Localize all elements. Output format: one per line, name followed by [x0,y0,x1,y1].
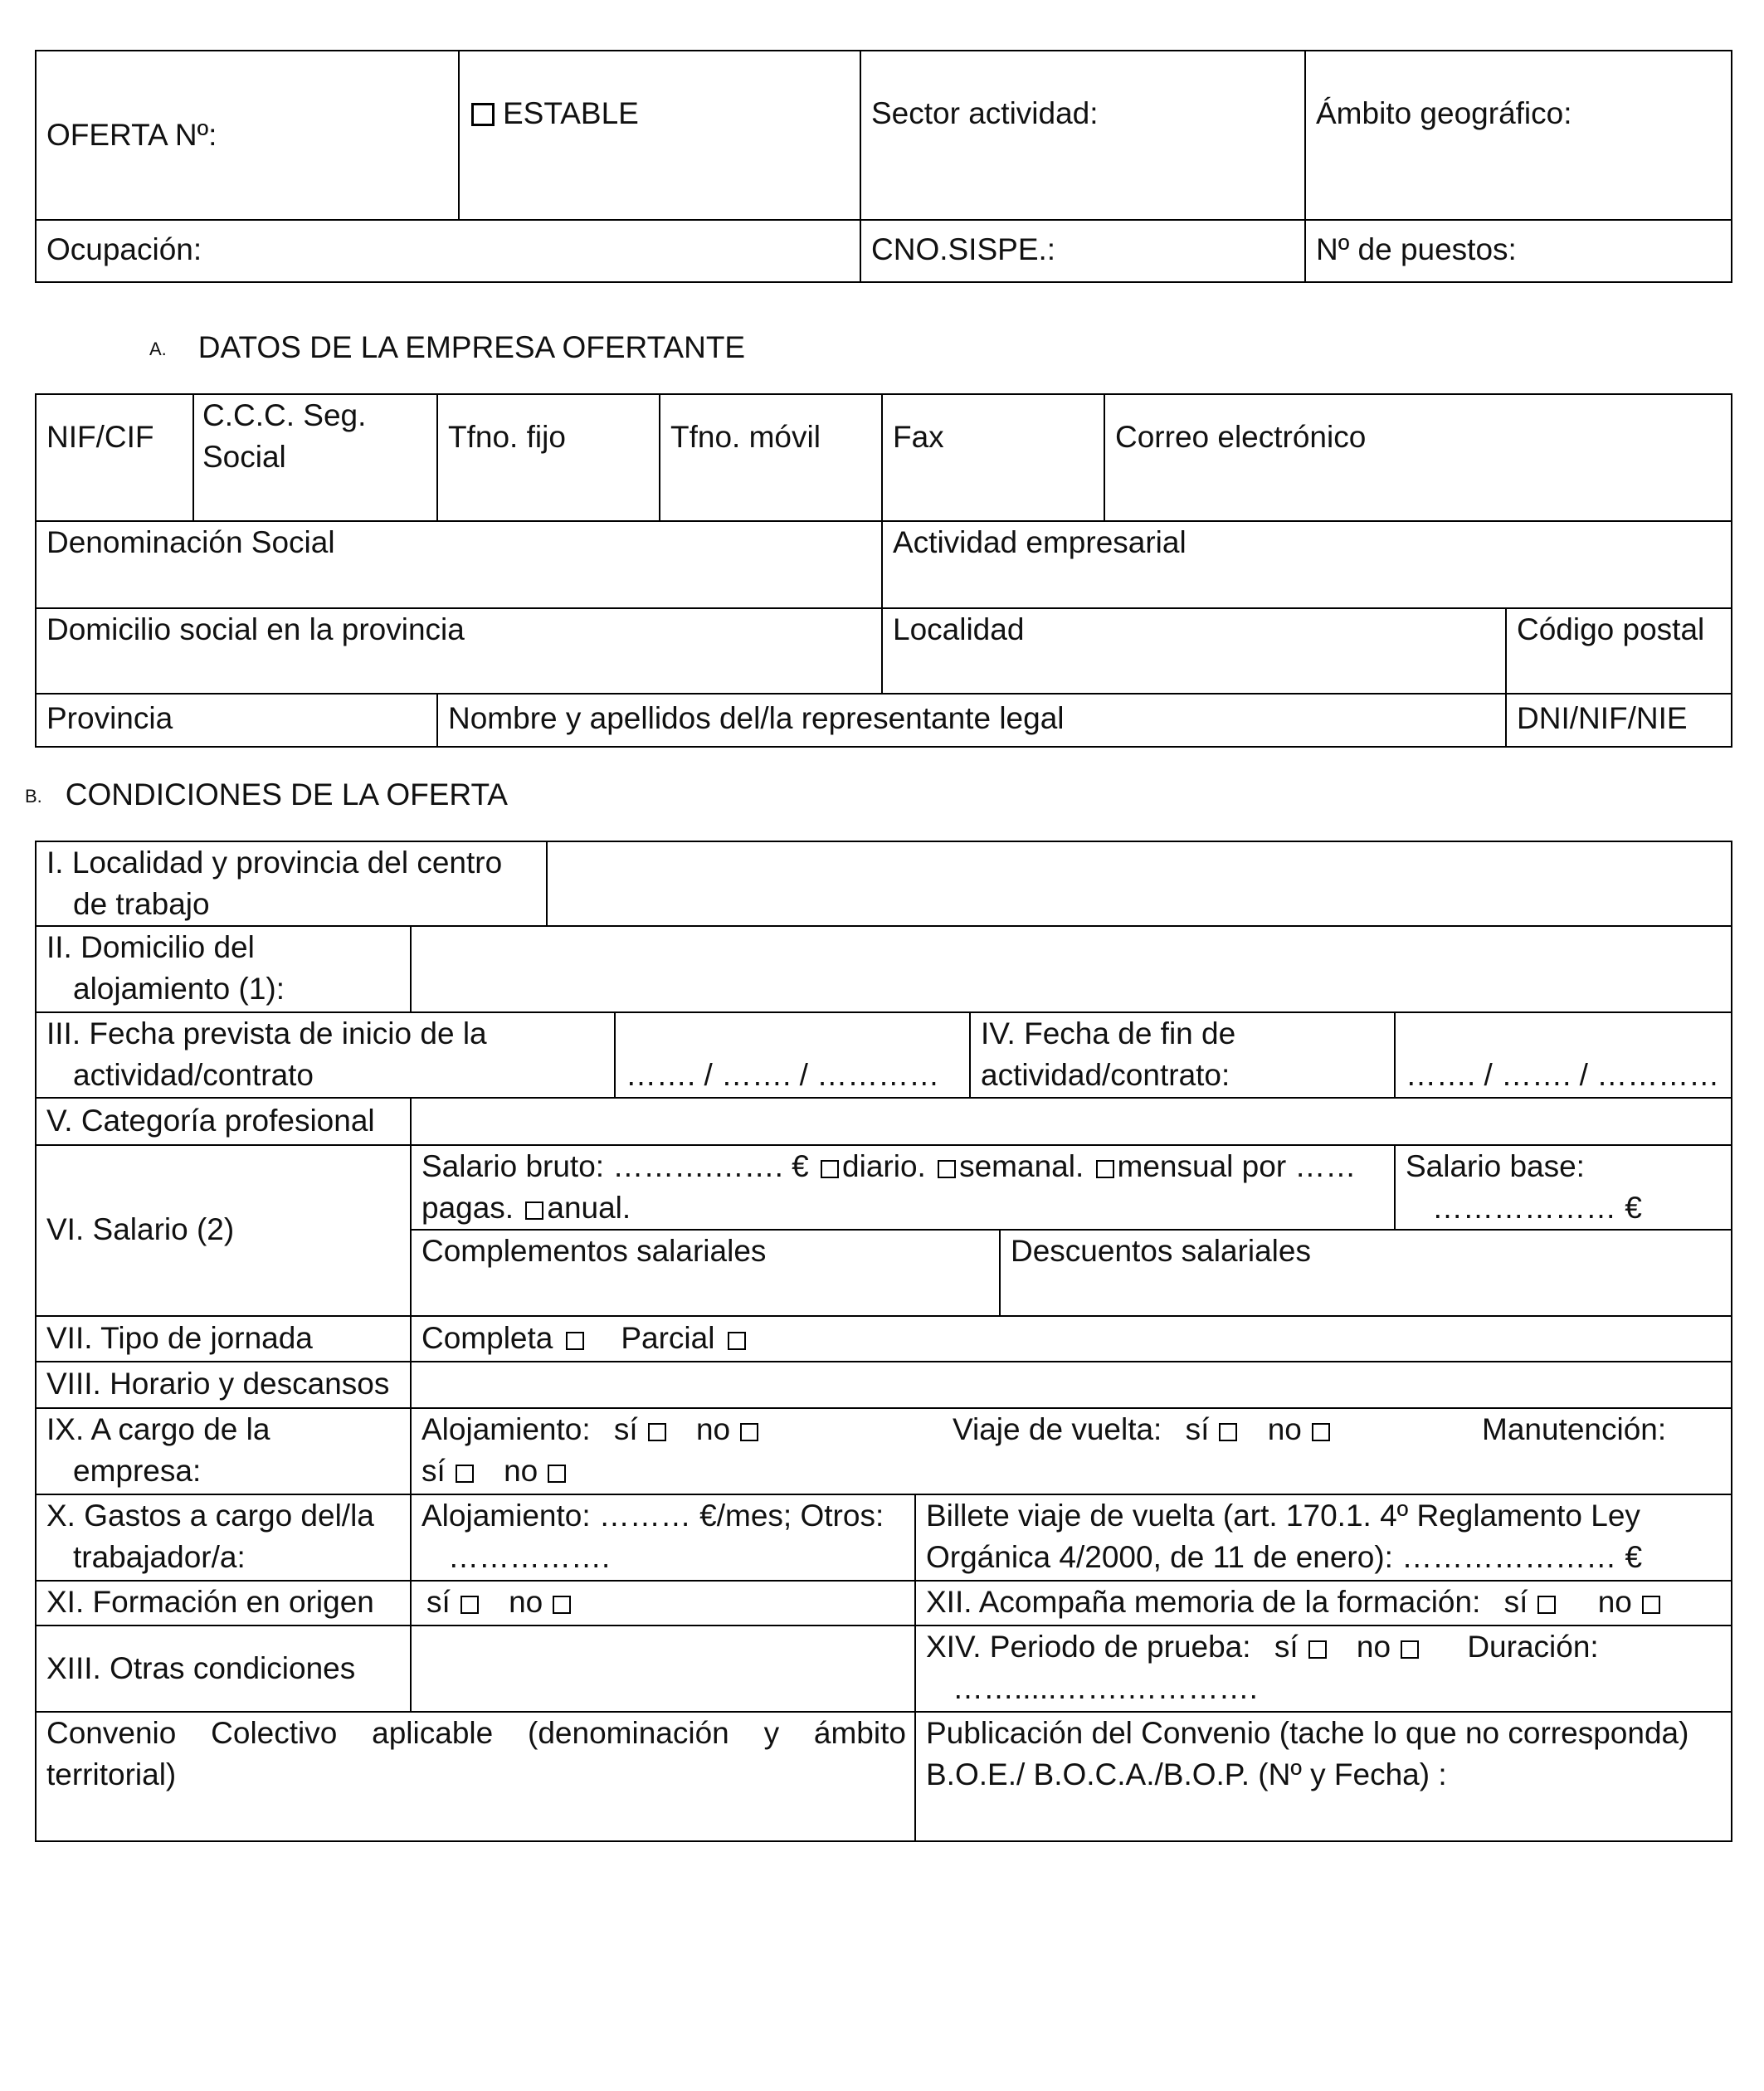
offer-number-field[interactable] [37,51,456,217]
accommodation-no-checkbox[interactable] [740,1423,758,1441]
ccc-field[interactable] [194,395,435,519]
salary-supplements-label: Complementos salariales [422,1234,767,1268]
return-ticket-line1: Billete viaje de vuelta (art. 170.1. 4º Reglamento Ley [926,1499,1640,1533]
trial-period-label: XIV. Periodo de prueba: [926,1630,1251,1664]
phone-mobile-label: Tfno. móvil [670,420,821,454]
stable-option-wrap [471,93,639,134]
phone-fixed-field[interactable] [438,395,657,519]
section-b-title: CONDICIONES DE LA OFERTA [65,777,508,812]
accommodation-address-label [46,927,285,1010]
stable-option[interactable] [460,51,858,217]
start-date-label-line2: actividad/contrato [73,1058,314,1092]
agreement-word: aplicable [372,1716,494,1750]
collective-agreement-field[interactable] [37,1713,913,1840]
workday-type-label: VII. Tipo de jornada [46,1321,313,1355]
stable-checkbox[interactable] [471,103,495,126]
stable-label: ESTABLE [503,96,639,130]
other-conditions-input[interactable] [412,1626,913,1710]
no-label: no [695,1412,731,1446]
offer-number-label: OFERTA Nº: [46,118,217,152]
collective-agreement-text [46,1713,906,1796]
dni-field[interactable] [1507,695,1731,746]
locality-label: Localidad [893,612,1025,646]
cno-label: CNO.SISPE.: [871,232,1056,266]
salary-row [37,1146,408,1314]
part-time-label: Parcial [621,1321,715,1355]
work-center-label-line1: I. Localidad y provincia del centro [46,846,503,880]
category-row [37,1099,408,1143]
section-a-heading [149,327,745,370]
ccc-label [202,395,366,478]
publication-line2: B.O.E./ B.O.C.A./B.O.P. (Nº y Fecha) : [926,1757,1447,1791]
collective-agreement-line2: territorial) [46,1757,177,1791]
postal-code-label: Código postal [1517,612,1705,646]
yes-label: sí [422,1454,446,1488]
monthly-checkbox[interactable] [1096,1160,1114,1178]
salary-base-value: ……………… € [1432,1191,1642,1225]
employer-costs-label [46,1409,270,1492]
agreement-word: y [763,1716,780,1750]
email-field[interactable] [1105,395,1731,519]
part-time-checkbox[interactable] [728,1332,746,1350]
meals-label: Manutención: [1482,1412,1667,1446]
business-activity-label: Actividad empresarial [893,525,1187,559]
training-yes-checkbox[interactable] [460,1596,479,1614]
meals-yes-checkbox[interactable] [456,1465,474,1483]
yes-label: sí [1274,1630,1299,1664]
dni-label: DNI/NIF/NIE [1517,701,1688,735]
training-no-checkbox[interactable] [553,1596,571,1614]
province-field[interactable] [37,695,435,746]
salary-supplements-field[interactable] [412,1231,997,1314]
salary-gross-text [422,1146,1356,1229]
collective-agreement-line1 [46,1713,906,1754]
worker-costs-label [46,1495,374,1578]
trial-period-no-checkbox[interactable] [1401,1640,1419,1659]
no-label: no [504,1454,538,1488]
workday-type-options-text [422,1318,749,1359]
training-report-text [926,1582,1664,1623]
daily-label: diario. [842,1149,926,1183]
training-label: XI. Formación en origen [46,1585,374,1619]
training-report-no-checkbox[interactable] [1642,1596,1660,1614]
salary-base-field[interactable] [1396,1146,1731,1229]
return-ticket-line2: Orgánica 4/2000, de 11 de enero): ………………… € [926,1540,1643,1574]
accommodation-yes-checkbox[interactable] [648,1423,666,1441]
salary-gross-field[interactable] [412,1146,1392,1229]
geographic-scope-field[interactable] [1306,51,1731,217]
fax-field[interactable] [883,395,1102,519]
yes-label: sí [426,1585,451,1619]
yes-label: sí [613,1412,638,1446]
no-label: no [1597,1585,1632,1619]
address-label: Domicilio social en la provincia [46,612,465,646]
workday-type-options [412,1317,1731,1360]
salary-base-label: Salario base: [1406,1149,1585,1183]
geographic-scope-label: Ámbito geográfico: [1316,96,1572,130]
employer-costs-options [412,1409,1731,1493]
end-date-label [981,1013,1235,1096]
other-conditions-row [37,1626,408,1710]
return-ticket-text [926,1495,1642,1578]
end-date-row [971,1013,1392,1096]
yes-label: sí [1185,1412,1210,1446]
end-date-placeholder: ……. / ……. / ………… [1406,1058,1720,1092]
business-activity-field[interactable] [883,522,1731,607]
worker-costs-row [37,1495,408,1579]
meals-no-checkbox[interactable] [548,1465,566,1483]
section-a-letter: A. [149,339,167,359]
accommodation-option [422,1409,762,1450]
worker-costs-text [422,1495,884,1578]
monthly-label: mensual por …… [1117,1149,1357,1183]
no-label: no [1356,1630,1391,1664]
worker-costs-line2: ……………. [448,1540,611,1574]
employer-costs-label-line1: IX. A cargo de la [46,1412,270,1446]
full-time-checkbox[interactable] [566,1332,584,1350]
salary-gross-line2 [422,1187,1356,1229]
yes-label: sí [1503,1585,1528,1619]
weekly-label: semanal. [959,1149,1084,1183]
training-report-field [916,1582,1731,1624]
pays-label: pagas. [422,1191,514,1225]
worker-costs-label-line1: X. Gastos a cargo del/la [46,1499,374,1533]
workday-type-row [37,1317,408,1360]
work-center-row [37,842,544,924]
start-date-input[interactable] [616,1013,967,1096]
section-b-heading [25,774,508,817]
employer-costs-row [37,1409,408,1493]
section-a-title: DATOS DE LA EMPRESA OFERTANTE [197,330,746,364]
trial-period-field [916,1626,1731,1710]
category-label: V. Categoría profesional [46,1104,375,1138]
province-label: Provincia [46,701,173,735]
salary-gross-label: Salario bruto: ……….……. € [422,1149,809,1183]
agreement-word: Convenio [46,1716,177,1750]
return-ticket-field[interactable] [916,1495,1731,1579]
nif-cif-field[interactable] [37,395,191,519]
meals-option [422,1450,569,1492]
positions-label: Nº de puestos: [1316,232,1517,266]
end-date-label-line1: IV. Fecha de fin de [981,1016,1236,1050]
phone-fixed-label: Tfno. fijo [448,420,566,454]
work-center-label-line2: de trabajo [73,887,210,921]
sector-field[interactable] [861,51,1303,217]
salary-gross-line1 [422,1146,1356,1187]
no-label: no [509,1585,543,1619]
legal-representative-field[interactable] [438,695,1503,746]
other-conditions-label: XIII. Otras condiciones [46,1651,356,1685]
full-time-label: Completa [422,1321,553,1355]
locality-field[interactable] [883,609,1503,692]
start-date-label-line1: III. Fecha prevista de inicio de la [46,1016,487,1050]
return-trip-label: Viaje de vuelta: [953,1412,1162,1446]
agreement-publication-field[interactable] [916,1713,1731,1840]
agreement-publication-text [926,1713,1688,1796]
no-label: no [1267,1412,1302,1446]
postal-code-field[interactable] [1507,609,1731,692]
salary-deductions-label: Descuentos salariales [1011,1234,1311,1268]
occupation-label: Ocupación: [46,232,202,266]
accommodation-address-label-line2: alojamiento (1): [73,972,285,1006]
start-date-placeholder: ……. / ……. / ………… [626,1058,940,1092]
cno-field[interactable] [861,221,1303,281]
training-row [37,1582,408,1624]
company-name-field[interactable] [37,522,880,607]
accommodation-label: Alojamiento: [422,1412,591,1446]
daily-checkbox[interactable] [821,1160,839,1178]
duration-label: Duración: [1467,1630,1599,1664]
category-input[interactable] [412,1099,1731,1143]
schedule-row [37,1362,408,1406]
annual-checkbox[interactable] [525,1201,543,1220]
accommodation-address-row [37,927,408,1010]
worker-costs-input[interactable] [412,1495,913,1579]
section-b-letter: B. [25,786,42,807]
return-trip-yes-checkbox[interactable] [1219,1423,1237,1441]
schedule-label: VIII. Horario y descansos [46,1367,390,1401]
nif-cif-label: NIF/CIF [46,420,154,454]
annual-label: anual. [547,1191,631,1225]
address-field[interactable] [37,609,880,692]
work-center-input[interactable] [548,842,1731,924]
return-trip-no-checkbox[interactable] [1312,1423,1330,1441]
schedule-input[interactable] [412,1362,1731,1406]
ccc-label-line2: Social [202,440,286,474]
training-options [412,1582,913,1624]
end-date-input[interactable] [1396,1013,1731,1096]
legal-representative-label: Nombre y apellidos del/la representante legal [448,701,1065,735]
accommodation-address-label-line1: II. Domicilio del [46,930,255,964]
publication-line1: Publicación del Convenio (tache lo que no corresponda) [926,1716,1689,1750]
training-report-yes-checkbox[interactable] [1537,1596,1556,1614]
return-trip-option [953,1409,1333,1450]
salary-deductions-field[interactable] [1001,1231,1731,1314]
end-date-label-line2: actividad/contrato: [981,1058,1230,1092]
phone-mobile-field[interactable] [660,395,880,519]
agreement-word: ámbito [813,1716,906,1750]
start-date-label [46,1013,487,1096]
sector-label: Sector actividad: [871,96,1099,130]
positions-field[interactable] [1306,221,1731,281]
ccc-label-line1: C.C.C. Seg. [202,398,367,432]
employer-costs-label-line2: empresa: [73,1454,202,1488]
training-options-text [426,1582,574,1623]
email-label: Correo electrónico [1115,420,1367,454]
worker-costs-label-line2: trabajador/a: [73,1540,246,1574]
trial-period-yes-checkbox[interactable] [1308,1640,1327,1659]
agreement-word: Colectivo [211,1716,338,1750]
agreement-word: (denominación [528,1716,729,1750]
salary-label: VI. Salario (2) [46,1212,235,1246]
worker-costs-line1: Alojamiento: ……… €/mes; Otros: [422,1499,884,1533]
work-center-label [46,842,502,925]
trial-period-text [926,1626,1599,1668]
start-date-row [37,1013,612,1096]
trial-period-duration-value: …….....…….…………. [953,1671,1258,1705]
training-report-label: XII. Acompaña memoria de la formación: [926,1585,1481,1619]
accommodation-address-input[interactable] [412,927,1731,1010]
occupation-field[interactable] [37,221,858,281]
weekly-checkbox[interactable] [938,1160,956,1178]
company-name-label: Denominación Social [46,525,335,559]
fax-label: Fax [893,420,944,454]
